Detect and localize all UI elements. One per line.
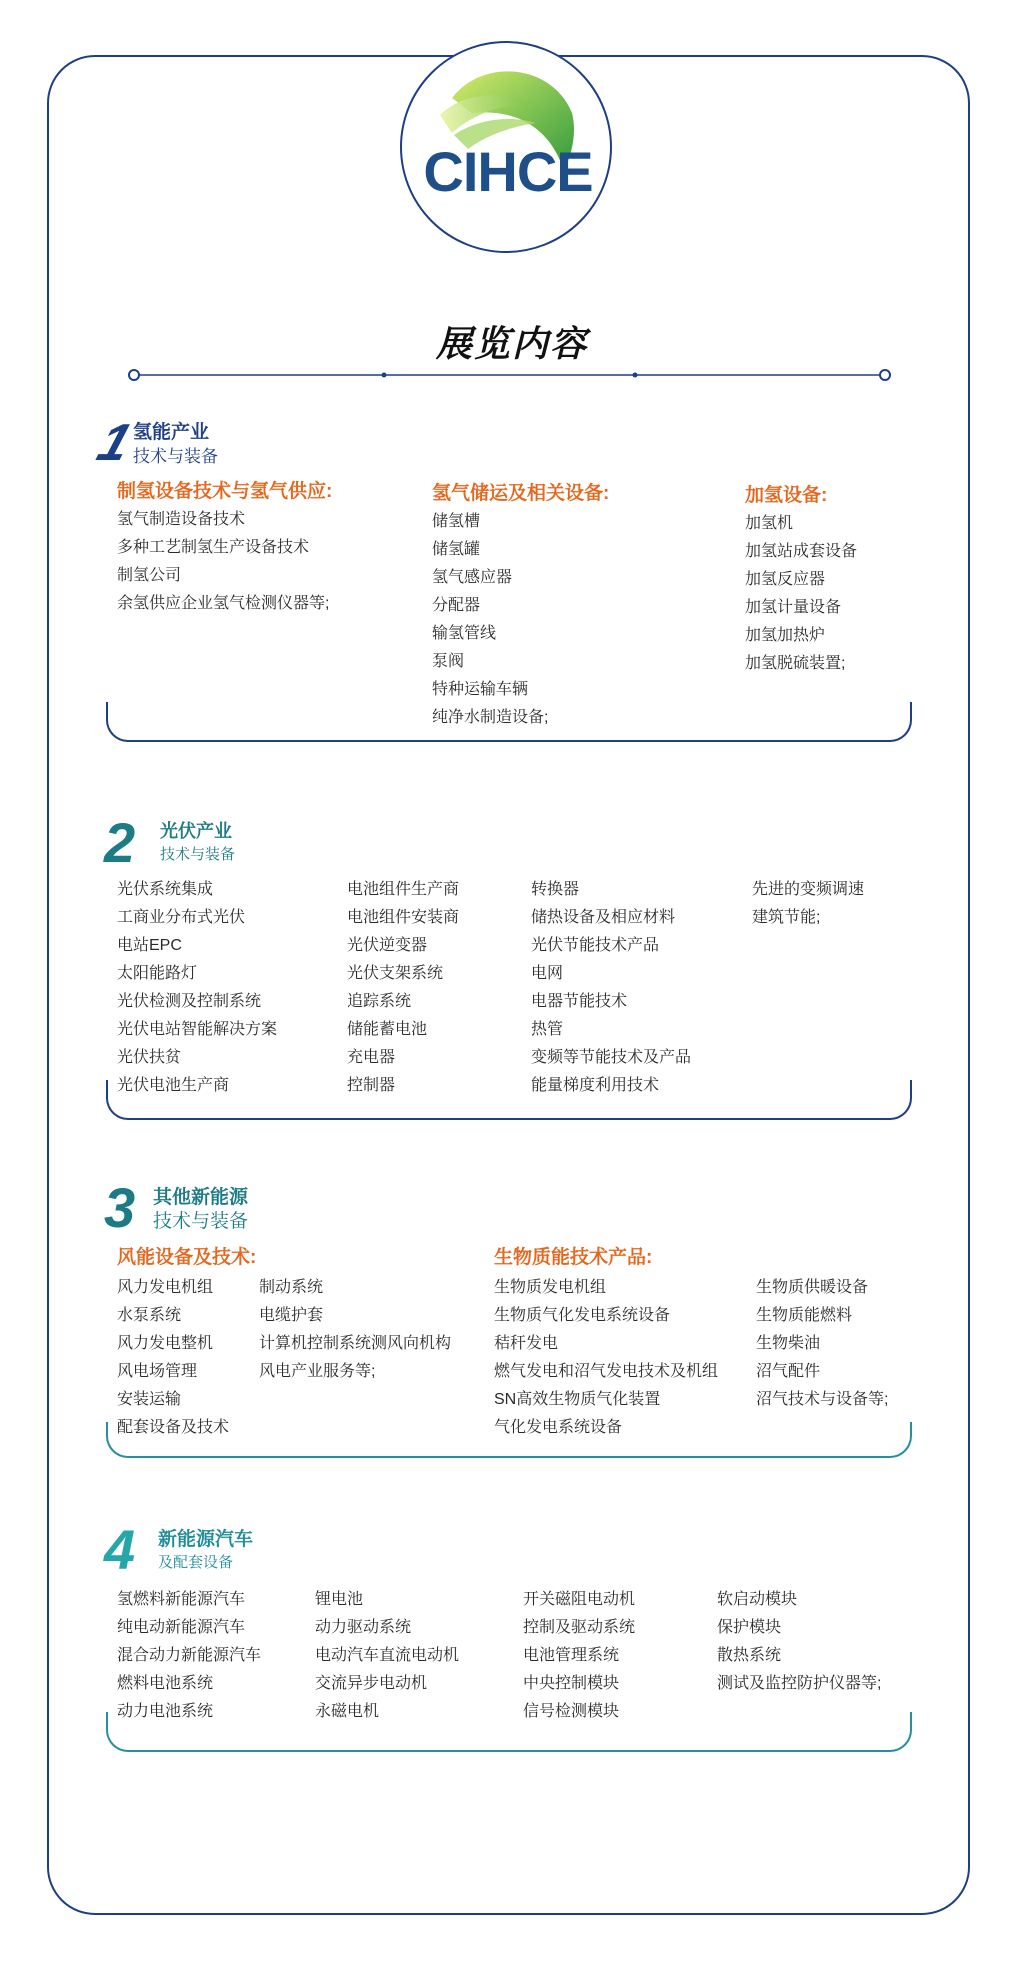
list-item: SN高效生物质气化装置 xyxy=(494,1391,661,1408)
list-item: 光伏检测及控制系统 xyxy=(117,993,262,1010)
list-item: 散热系统 xyxy=(717,1647,782,1664)
list-item: 动力电池系统 xyxy=(117,1703,214,1720)
list-item: 电站EPC xyxy=(117,937,182,954)
list-item: 永磁电机 xyxy=(315,1703,380,1720)
list-item: 锂电池 xyxy=(315,1591,364,1608)
list-item: 加氢站成套设备 xyxy=(745,543,858,560)
section-number: 4 xyxy=(104,1518,136,1581)
column xyxy=(531,876,691,1100)
section-subtitle: 及配套设备 xyxy=(158,1554,234,1571)
list-item: 生物柴油 xyxy=(756,1335,821,1352)
list-item: 水泵系统 xyxy=(117,1307,182,1324)
list-item: 特种运输车辆 xyxy=(432,681,529,698)
list-item: 能量梯度利用技术 xyxy=(531,1077,660,1094)
column xyxy=(117,1244,256,1272)
column xyxy=(717,1586,881,1698)
list-item: 光伏支架系统 xyxy=(347,965,444,982)
list-item: 沼气配件 xyxy=(756,1363,821,1380)
column xyxy=(117,478,332,618)
column xyxy=(494,1274,718,1442)
column xyxy=(494,1244,652,1272)
column xyxy=(315,1586,459,1726)
list-item: 风电场管理 xyxy=(117,1363,198,1380)
list-item: 氢气感应器 xyxy=(432,569,513,586)
column xyxy=(117,1586,261,1726)
section-subtitle: 技术与装备 xyxy=(160,846,236,863)
list-item: 泵阀 xyxy=(432,653,465,670)
column xyxy=(745,482,857,678)
list-item: 软启动模块 xyxy=(717,1591,798,1608)
list-item: 转换器 xyxy=(531,881,580,898)
list-item: 纯电动新能源汽车 xyxy=(117,1619,246,1636)
list-item: 生物质供暖设备 xyxy=(756,1279,869,1296)
list-item: 电池组件生产商 xyxy=(347,881,460,898)
column xyxy=(752,876,864,932)
list-item: 电缆护套 xyxy=(259,1307,324,1324)
list-item: 输氢管线 xyxy=(432,625,497,642)
title-divider xyxy=(127,368,892,382)
list-item: 电动汽车直流电动机 xyxy=(315,1647,460,1664)
section-title: 新能源汽车 xyxy=(158,1529,254,1550)
list-item: 光伏逆变器 xyxy=(347,937,428,954)
section-title: 氢能产业 xyxy=(133,422,210,443)
list-item: 氢气制造设备技术 xyxy=(117,511,246,528)
section-subtitle: 技术与装备 xyxy=(133,447,218,466)
logo-text: CIHCE xyxy=(423,140,593,203)
list-item: 测试及监控防护仪器等; xyxy=(717,1675,882,1692)
list-item: 储热设备及相应材料 xyxy=(531,909,676,926)
list-item: 热管 xyxy=(531,1021,564,1038)
section-number: 3 xyxy=(104,1176,136,1239)
column-heading: 风能设备及技术: xyxy=(117,1247,257,1268)
section-bracket xyxy=(106,1080,912,1120)
list-item: 光伏扶贫 xyxy=(117,1049,182,1066)
list-item: 电器节能技术 xyxy=(531,993,628,1010)
list-item: 秸秆发电 xyxy=(494,1335,559,1352)
list-item: 光伏系统集成 xyxy=(117,881,214,898)
list-item: 中央控制模块 xyxy=(523,1675,620,1692)
list-item: 风力发电机组 xyxy=(117,1279,214,1296)
section-number: 1 xyxy=(90,414,139,472)
list-item: 余氢供应企业氢气检测仪器等; xyxy=(117,595,330,612)
list-item: 加氢加热炉 xyxy=(745,627,826,644)
list-item: 生物质发电机组 xyxy=(494,1279,607,1296)
section-title: 光伏产业 xyxy=(160,821,232,841)
list-item: 加氢脱硫装置; xyxy=(745,655,846,672)
list-item: 建筑节能; xyxy=(752,909,821,926)
list-item: 储氢槽 xyxy=(432,513,481,530)
column xyxy=(756,1274,888,1414)
list-item: 制氢公司 xyxy=(117,567,182,584)
list-item: 动力驱动系统 xyxy=(315,1619,412,1636)
column xyxy=(259,1274,451,1386)
list-item: 交流异步电动机 xyxy=(315,1675,428,1692)
list-item: 计算机控制系统测风向机构 xyxy=(259,1335,452,1352)
list-item: 控制器 xyxy=(347,1077,396,1094)
list-item: 开关磁阻电动机 xyxy=(523,1591,636,1608)
column-heading: 氢气储运及相关设备: xyxy=(432,483,610,504)
column-heading: 制氢设备技术与氢气供应: xyxy=(117,481,333,502)
list-item: 信号检测模块 xyxy=(523,1703,620,1720)
list-item: 气化发电系统设备 xyxy=(494,1419,623,1436)
list-item: 燃料电池系统 xyxy=(117,1675,214,1692)
column-heading: 加氢设备: xyxy=(745,485,828,506)
list-item: 加氢反应器 xyxy=(745,571,826,588)
list-item: 保护模块 xyxy=(717,1619,782,1636)
list-item: 光伏电站智能解决方案 xyxy=(117,1021,278,1038)
section-bracket xyxy=(106,1422,912,1458)
column xyxy=(523,1586,635,1726)
list-item: 储氢罐 xyxy=(432,541,481,558)
list-item: 混合动力新能源汽车 xyxy=(117,1647,262,1664)
list-item: 风电产业服务等; xyxy=(259,1363,376,1380)
list-item: 沼气技术与设备等; xyxy=(756,1391,889,1408)
column xyxy=(432,480,609,732)
list-item: 加氢机 xyxy=(745,515,794,532)
column xyxy=(117,1274,229,1442)
list-item: 生物质气化发电系统设备 xyxy=(494,1307,671,1324)
list-item: 光伏电池生产商 xyxy=(117,1077,230,1094)
list-item: 充电器 xyxy=(347,1049,396,1066)
list-item: 燃气发电和沼气发电技术及机组 xyxy=(494,1363,719,1380)
list-item: 制动系统 xyxy=(259,1279,324,1296)
list-item: 变频等节能技术及产品 xyxy=(531,1049,692,1066)
list-item: 太阳能路灯 xyxy=(117,965,198,982)
page-title: 展览内容 xyxy=(435,323,588,364)
column-heading: 生物质能技术产品: xyxy=(494,1247,653,1268)
section-subtitle: 技术与装备 xyxy=(153,1211,249,1232)
list-item: 纯净水制造设备; xyxy=(432,709,549,726)
list-item: 控制及驱动系统 xyxy=(523,1619,636,1636)
column xyxy=(347,876,459,1100)
list-item: 分配器 xyxy=(432,597,481,614)
list-item: 电网 xyxy=(531,965,564,982)
logo-badge xyxy=(400,41,612,253)
column xyxy=(117,876,277,1100)
list-item: 生物质能燃料 xyxy=(756,1307,853,1324)
list-item: 氢燃料新能源汽车 xyxy=(117,1591,246,1608)
list-item: 储能蓄电池 xyxy=(347,1021,428,1038)
list-item: 电池管理系统 xyxy=(523,1647,620,1664)
list-item: 追踪系统 xyxy=(347,993,412,1010)
list-item: 安装运输 xyxy=(117,1391,182,1408)
list-item: 风力发电整机 xyxy=(117,1335,214,1352)
list-item: 工商业分布式光伏 xyxy=(117,909,246,926)
section-number: 2 xyxy=(104,811,136,874)
list-item: 多种工艺制氢生产设备技术 xyxy=(117,539,310,556)
list-item: 光伏节能技术产品 xyxy=(531,937,660,954)
list-item: 加氢计量设备 xyxy=(745,599,842,616)
section-title: 其他新能源 xyxy=(153,1187,249,1208)
list-item: 电池组件安装商 xyxy=(347,909,460,926)
list-item: 先进的变频调速 xyxy=(752,881,865,898)
section-bracket xyxy=(106,1712,912,1752)
section-bracket xyxy=(106,702,912,742)
list-item: 配套设备及技术 xyxy=(117,1419,230,1436)
